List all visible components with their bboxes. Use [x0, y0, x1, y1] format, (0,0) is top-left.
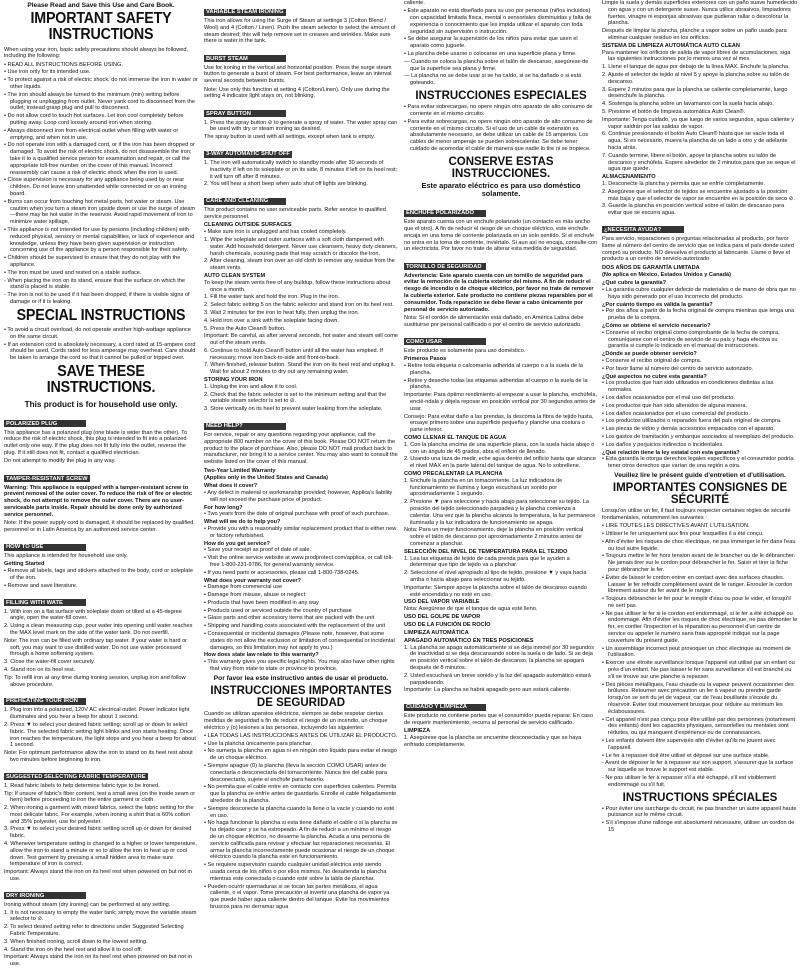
list-item: Tip: To refill iron at any time during ironing session, unplug iron and follow above procedure.	[4, 674, 186, 688]
list-item: • Pueden ocurrir quemaduras si se tocan las partes metálicas, el agua caliente, o el vapor. Tome precaución al invertir una plancha de vapor ya que puede haber agua caliente dentro del tanque. Evite los movimientos bruscos para no derramar agua	[204, 883, 390, 910]
help-answer: • Provide you with a reasonably similar replacement product that is either new or factory refurbished.	[204, 525, 397, 539]
column-english-usage	[204, 0, 399, 910]
list-item: • LEA TODAS LAS INSTRUCCIONES ANTES DE UTILIZAR EL PRODUCTO.	[204, 732, 398, 739]
list-item: Ironing without steam (dry ironing) can be performed at any setting.	[4, 901, 171, 908]
list-item: Para mantener los orificios de salida de vapor libres de acumulaciones, siga las siguientes instrucciones por lo menos una vez al mes.	[602, 49, 791, 63]
cubre-question: ¿Qué cubre la garantía?	[602, 280, 667, 287]
list-item: • Les enfants doivent être supervisés afin d'éviter qu'ils ne jouent avec l'appareil.	[602, 738, 776, 751]
llenar-list	[404, 442, 598, 470]
list-item: - Avant de déposer le fer à repasser sur son support, s'assurer que la surface sur laquelle se trouve le support est stable.	[602, 760, 794, 774]
list-item: • Los productos utilizados o reparados fuera del país original de compra.	[602, 418, 782, 425]
ayuda-text: Para servicio, reparaciones o preguntas relacionadas al producto, por favor llame al número del centro de servicio que se indica para el país donde usted compró su producto. NO devuelva el producto al fabricante. Llame o lleve el producto a un centro de servicio autorizado.	[602, 235, 794, 263]
french-bullets	[602, 523, 798, 788]
polarized-text-2: Do not attempt to modify the plug in any way.	[4, 458, 116, 465]
seleccion-list	[404, 556, 598, 599]
list-item: • Do not operate iron with a damaged cord, or if the iron has been dropped or damaged. To avoid the risk of electric shock, do not disassemble the iron; take it to a qualified service person for examination and repair, or call the appropriate toll-free number on the cover of this manual. Incorrect reassembly can cause a risk of electric shock when the iron is used.	[4, 142, 195, 176]
sistema-header: SISTEMA DE LIMPIEZA AUTOMÁTICA AUTO CLEAN	[602, 42, 740, 49]
almacen-header: ALMACENAMIENTO	[602, 174, 656, 181]
list-item: Note: For optimum performance allow the iron to stand on its heel rest about two minutes before beginning to iron.	[4, 750, 193, 763]
list-item: 1. It is not necessary to empty the water tank; simply move the variable steam selector to ⊘.	[4, 909, 197, 923]
list-item: • Close supervision is necessary for any appliance being used by or near children. Do not leave iron unattended while connected or on an ironing board.	[4, 177, 187, 197]
list-item: • S'il s'impose d'une rallonge est absolument nécessaire, utiliser un cordon de 15	[602, 820, 795, 834]
burst-header: BURST STEAM	[204, 55, 286, 62]
list-item: • Exercer une étroite surveillance lorsque l'appareil est utilisé par un enfant ou près d'un enfant. Ne pas laisser le fer sans surveillance s'il est branché ou s'il se trouve sur une planche à repasser.	[602, 660, 795, 680]
list-item: Important: Be careful, as after several seconds, hot water and steam will come out of the steam vents.	[204, 333, 399, 347]
vapor-variable-header: USO DEL VAPOR VARIABLE	[404, 599, 480, 606]
plug-text: Este aparato cuenta con un enchufe polarizado (un contacto es más ancho que el otro). A fin de reducir el riesgo de un choque eléctrico, este enchufe encaja en una toma de corriente polarizada en un solo sentido. Si el enchufe no entra en la toma de corriente, inviértalo. Si aun así no encaja, consulte con un electricista. Por favor no trate de alterar esta medida de seguridad.	[404, 219, 598, 253]
cover-answer: • Any defect in material or workmanship provided; however, Applica's liability will not exceed the purchase price of product.	[204, 489, 393, 503]
spanish-safety-title: INSTRUCCIONES IMPORTANTES DE SEGURIDAD	[210, 684, 392, 709]
spanish-bullets	[204, 733, 398, 911]
list-item: Importante: La plancha se habrá apagado pero aun estará caliente.	[404, 687, 571, 694]
list-item: 6. Continue to hold Auto Clean® button until all the water has emptied. If necessary, move iron back-to-side and front-to-back.	[204, 347, 383, 361]
care-header: CARE AND CLEANING	[204, 198, 286, 205]
variable-steam-text: This iron allows for using the Surge of Steam at settings 3 (Cotton Blend / Wool) and 4 (Cotton / Linen). Push the steam selector to select the amount of steam desired; this will help remove set in creases and wrinkles. Make sure there is water in the tank.	[204, 18, 396, 45]
list-item: 2. Using a clean measuring cup, pour water into opening until water reaches the MAX level mark on the side of the water tank. Do not overfill.	[4, 623, 193, 636]
read-save-note: Please Read and Save this Use and Care Book.	[27, 2, 175, 9]
spanish-special-title: INSTRUCCIONES ESPECIALES	[415, 90, 587, 103]
list-item: - The iron is not to be used if it has been dropped, if there is visible signs of damage or if it is leaking.	[4, 292, 190, 305]
list-item: 2. Ajuste el selector de tejido al nivel 5 y apoye la plancha sobre su talón de descanso.	[602, 71, 790, 85]
limpieza-header: LIMPIEZA	[404, 728, 431, 735]
list-item: • Los daños ocasionados por el mal uso del producto.	[602, 394, 735, 401]
list-item: 2. Select fabric setting 5 on the fabric selector and stand iron on its heel rest.	[204, 302, 394, 309]
list-item: • Ne pas utiliser le fer si le cordon est endommagé, si le fer a été échappé ou endommagé. Afin d'éviter les risques de choc électrique, ne pas démonter le fer, en confier l'inspection et la réparation au personnel d'un centre de service ou appeler le numéro sans frais approprié indiqué sur la page couverture du présent guide.	[602, 610, 798, 644]
list-item: 6. Continue presionando el botón Auto Clean® hasta que se vacíe toda el agua. Si es necesario, mueva la plancha de un lado a otro y de adelante hacia atrás.	[602, 131, 788, 151]
list-item: 1. Wipe the soleplate and outer surfaces with a soft cloth dampened with water. Add household detergent. Never use cleansers, heavy duty cleaners, harsh chemicals, scouring pads that may scratch or discolor the iron.	[204, 236, 398, 257]
list-item: 1. Llene el tanque de agua por debajo de la línea MAX. Enchufe la plancha.	[602, 64, 790, 71]
rocio-header: USO DE LA FUNCIÓN DE ROCÍO	[404, 622, 491, 629]
list-item: • Los daños y perjuicios indirectos o incidentales.	[602, 441, 724, 448]
need-help-text: For service, repair or any questions regarding your appliance, call the appropriate 800 number on the cover of this book. Please DO NOT return the product to the place of purchase. Also, please DO NOT mail product back to manufacturer, nor bring it to a service center. You may also want to consult the website listed on the cover of this manual.	[204, 432, 398, 466]
list-item: 2. Check that the fabric selector is set to the minimum setting and that the variable steam selector is set to ⊘.	[204, 391, 387, 405]
golpe-vapor-header: USO DEL GOLPE DE VAPOR	[404, 614, 481, 621]
list-item: • Toujours débrancher le fer pour le remplir d'eau ou pour le vider, et lorsqu'il ne sert pas.	[602, 596, 791, 609]
polarized-text: This appliance has a polarized plug (one blade is wider than the other). To reduce the risk of electric shock, this plug is intended to fit into a polarized outlet only one way. If the plug does not fit fully into the outlet, reverse the plug. If it still does not fit, contact a qualified electrician.	[4, 429, 188, 456]
list-item: 3. Wait 2 minutes for the iron to heat fully, then unplug the iron.	[204, 309, 360, 316]
cuanto-answer: • Por dos años a partir de la fecha original de compra mientras que tenga una prueba de la compra.	[602, 308, 795, 322]
list-item: 3. Guarde la plancha en posición vertical sobre el talón de descanso para evitar que se escurra agua.	[602, 203, 785, 217]
french-special-list	[602, 806, 798, 834]
list-item: 2. To select desired setting refer to directions under Suggested Selecting Fabric Temperature.	[4, 924, 184, 938]
spanish-special-list	[404, 104, 598, 153]
not-cover-list	[204, 584, 398, 651]
save-title: SAVE THESE INSTRUCTIONS.	[46, 362, 156, 397]
como-usar-text: Este producto es solamente para uso doméstico.	[404, 347, 526, 354]
storing-list	[204, 384, 398, 413]
llenar-header: COMO LLENAR EL TANQUE DE AGUA	[404, 435, 507, 442]
list-item: Importante: Siempre apoye la plancha sobre el talón de descanso cuando esté encendida y no esté en uso.	[404, 584, 587, 598]
auto-clean-list	[204, 280, 398, 376]
list-item: 1. Plug iron into a polarized, 120V AC electrical outlet. Power indicator light illuminates and you hear a beep for about 1 second.	[4, 707, 190, 721]
precalentar-list	[404, 478, 598, 548]
list-item: • Afin d'éviter les risques de choc électrique, ne pas immerger le fer dans l'eau ou tout autre liquide.	[602, 538, 796, 552]
help-question: What will we do to help you?	[204, 519, 281, 526]
almacen-list	[602, 181, 798, 217]
list-item: 2. Usted escuchará un breve sonido y la luz del apagado automático estará parpadeando.	[404, 672, 591, 686]
list-item: 3. Store vertically on its heel to prevent water leaking from the soleplate.	[204, 406, 383, 413]
list-item: Limpie la suela y demás superficies exteriores con un paño suave humedecido con agua y con un detergente suave. Nunca utilice abrasivos, limpiadores fuertes, vinagre ni esponjas abrasivas que pudieran rallar o descolorar la plancha.	[602, 0, 798, 27]
column-english-safety	[4, 0, 198, 968]
list-item: • LIRE TOUTES LES DIRECTIVES AVANT L'UTILISATION.	[602, 523, 750, 530]
screw-header: TORNILLO DE SEGURIDAD	[404, 263, 486, 270]
list-item: 3. Close the water-fill cover securely.	[4, 659, 95, 666]
list-item: • Use la plancha únicamente para planchar.	[204, 740, 312, 747]
screw-text: Advertencia: Este aparato cuenta con un tornillo de seguridad para evitar la remoción de la cubierta exterior del mismo. A fin de reducir el riesgo de incendio o de choque eléctrico, por favor no trate de remover la cubierta exterior. Este producto no contiene piezas reparables por el consumidor. Toda reparación se debe llevar a cabo únicamente por personal de servicio autorizado.	[404, 272, 594, 313]
polarized-header: POLARIZED PLUG	[4, 420, 86, 427]
spray-list	[204, 120, 398, 141]
cover-question: What does it cover?	[204, 483, 258, 490]
spanish-household-note: Este aparato eléctrico es para uso doméstico solamente.	[421, 180, 581, 198]
care-text: This product contains no user serviceable parts. Refer service to qualified service personnel.	[204, 207, 386, 221]
auto-off-header: 3-WAY AUTOMATIC SHUT OFF	[206, 151, 290, 158]
list-item: Important: Always stand the iron on its heel rest when powered on but not in use.	[4, 869, 192, 883]
cubre-answer: • La garantía cubre cualquier defecto de materiales o de mano de obra que no haya sido generado por el uso incorrecto del producto.	[602, 286, 796, 300]
list-item: • Damage from commercial use	[204, 584, 283, 591]
list-item: 2. You will hear a short beep when auto shut off lights are blinking.	[204, 181, 368, 188]
list-item: • Always disconnect iron from electrical outlet when filling with water or emptying, and when not in use.	[4, 127, 179, 141]
list-item: • Remove and save literature.	[4, 582, 78, 589]
list-item: • Los productos que han sido alterados de alguna manera.	[602, 402, 748, 409]
special-bullets	[4, 327, 198, 362]
donde-question: ¿Dónde se puede obtener servicio?	[602, 351, 697, 358]
state-law-question: How does state law relate to this warranty?	[204, 652, 319, 659]
list-item: • Products used or serviced outside the country of purchase	[204, 607, 352, 614]
howto-header: HOW TO USE	[4, 544, 86, 551]
list-item: • The iron must be used and rested on a stable surface.	[4, 269, 142, 276]
list-item: • Children should be supervised to ensure that they do not play with the appliance.	[4, 255, 181, 268]
warranty-header: Two-Year Limited Warranty	[204, 467, 276, 474]
precalentar-header: COMO PRECALENTAR LA PLANCHA	[404, 471, 503, 478]
list-item: • Consequential or incidental damages (Please note, however, that some states do not allow the exclusion or limitation of consequential or incidental damages, so this limitation may not apply to you.)	[204, 631, 395, 651]
list-item: • Este aparato no está diseñado para su uso por personas (niños incluidos) con capacidad limitada física, mental o sensoriales disminuidas y falta de experiencia o conocimiento que les impida utilizar el aparato con toda seguridad sin supervisión o instrucción.	[404, 8, 592, 35]
list-item: • Retire toda etiqueta o calcomanía adherida al cuerpo o a la suela de la plancha.	[404, 363, 583, 376]
list-item: • Pour éviter une surcharge du circuit, ne pas brancher un autre appareil haute puissance sur le même circuit.	[602, 805, 797, 819]
list-item: • No permita que el cable entre en contacto con superficies calientes. Permita que la plancha se enfríe antes de guardarla. Enrolle el cable holgadamente alrededor de la plancha.	[204, 784, 397, 805]
spanish-intro: Cuando se utilizan aparatos eléctricos, siempre se debe respetar ciertas medidas de seguridad a fin de reducir el riesgo de un incendio, un choque eléctrico y (o) lesiones a las personas, incluyendo las siguientes:	[204, 710, 388, 731]
list-item: Importante: Tenga cuidado, ya que luego de varios segundos, agua caliente y vapor saldrán por las salidas de vapor.	[602, 116, 795, 130]
como-question: ¿Cómo se obtiene el servicio necesario?	[602, 322, 711, 329]
list-item: Tip: If unsure of fabric's fiber content, test a small area (on the inside seam or hem) before proceeding to iron the entire garment or cloth.	[4, 790, 196, 804]
plug-header: ENCHUFE POLARIZADO	[404, 210, 486, 217]
column-spanish-french	[602, 0, 798, 834]
list-item: 1. Unplug the iron and allow it to cool.	[204, 383, 298, 390]
clean-outside-list	[204, 229, 398, 272]
list-item: • Siempre apague (0) la plancha (lleva la sección COMO USAR) antes de conectarla o desconectarla del tomacorriente. Nunca tire del cable para desconectarlo, sujete el enchufe para hacerlo.	[204, 763, 387, 783]
list-item: • This appliance is not intended for use by persons (including children) with reduced physical, sensory or mental capabilities, or lack of experience and knowledge, unless they have been given supervision or instruction concerning use of the appliance by a person responsible for their safety.	[4, 226, 195, 254]
list-item: 1. Enchufe la plancha en un tomacorriente. La luz indicadora de funcionamiento se ilumina y luego escuchará un sonido por aproximadamente 1 segundo.	[404, 477, 563, 498]
list-item: • Glass parts and other accessory items that are packed with the unit	[204, 615, 375, 622]
list-item: • The iron should always be turned to the minimum (min) setting before plugging or unplugging from outlet. Never yank cord to disconnect from the outlet; instead grasp plug and pull to disconnect.	[4, 91, 196, 112]
dry-list	[4, 902, 198, 968]
vapor-variable-text: Nota: Asegúrese de que el tanque de agua esté lleno.	[404, 606, 538, 613]
preheat-list	[4, 707, 198, 763]
list-item: 5. Press the Auto Clean® button.	[204, 325, 286, 332]
list-item: 2. After cleaning, steam iron over an old cloth to remove any residue from the steam vents.	[204, 258, 395, 272]
list-item: — Cuando se coloca la plancha sobre el talón de descanso, asegúrese de que la superficie sea plana y firme.	[404, 58, 589, 72]
list-item: • Los gastos de tramitación y embarque asociados al reemplazo del producto.	[602, 433, 795, 440]
list-item: • Toujours mettre le fer hors tension avant de le brancher ou de le débrancher. Ne jamais tirer sur le cordon pour débrancher le fer. Saisir et tirer la fiche pour débrancher le fer.	[602, 553, 796, 573]
sistema-list	[602, 50, 798, 174]
list-item: 2. Usando una taza de medir, eche agua dentro del orificio hasta que alcance el nivel MAX en la parte lateral del tanque de agua. No lo sobrellene.	[404, 456, 596, 470]
howto-text: This appliance is intended for household use only.	[4, 553, 128, 560]
limpieza-text: 1. Asegúrese que la plancha se encuentre desconectada y que se haya enfriado completamente.	[404, 735, 582, 748]
list-item: • Shipping and handling costs associated with the replacement of the unit	[204, 623, 386, 630]
list-item: 3. Press ▼ to select your desired fabric setting scroll up or down for desired fabric.	[4, 826, 192, 840]
list-item: • Products that have been modified in any way	[204, 599, 319, 606]
list-item: • Se requiere supervisión cuando cualquier unidad eléctrica esté siendo usada cerca de los niños o por ellos mismos. No desatienda la plancha mientras este conectada o cuando esté sobre la tabla de planchar.	[204, 862, 387, 882]
list-item: • READ ALL INSTRUCTIONS BEFORE USING.	[4, 61, 123, 68]
french-read-note: Veuillez lire le présent guide d'entretien et d'utilisation.	[614, 471, 786, 479]
list-item: • Retire y deseche todas las etiquetas adheridas al cuerpo o la suela de la plancha.	[404, 377, 588, 391]
list-item: The spray button is used with all settings, except when tank is empty.	[204, 134, 375, 141]
screw-note: Nota: Si el cordón de alimentación está dañado, en América Latina debe sustituirse por personal calificado o por el centro de servicio autorizado.	[404, 314, 584, 328]
getting-started-list	[4, 568, 198, 589]
not-cover-question: What does your warranty not cover?	[204, 577, 301, 584]
preheat-header: PREHEATING YOUR IRON	[4, 698, 86, 705]
how-long-question: For how long?	[204, 504, 243, 511]
list-item: 7. When finished, release button. Stand the iron on its heel rest and unplug it. Wait for about 2 minutes to dry out any remaining water.	[204, 362, 396, 376]
list-item: • Los productos que han sido utilizados en condiciones distintas a las normales.	[602, 380, 774, 394]
apagado-header: APAGADO AUTOMÁTICO EN TRES POSICIONES	[404, 637, 534, 644]
cuidado-text: Este producto no contiene partes que el consumidor pueda reparar. En caso de requerir mantenimiento, recurra al personal de servicio calificado.	[404, 713, 594, 727]
list-item: 1. With iron on a flat surface with soleplate down or tilted at a 45-degree angle, open the water-fill cover.	[4, 608, 182, 622]
burst-text: Use for ironing in the vertical and horizontal position. Press the surge steam button to generate a burst of steam. For best performance, leave an interval several seconds between bursts.	[204, 64, 392, 85]
list-item: • Do not allow cord to touch hot surfaces. Let iron cool completely before putting away. Loop cord loosely around iron when storing.	[4, 113, 184, 126]
list-item: - When placing the iron on its stand, ensure that the surface on which the stand is placed is stable.	[4, 277, 185, 291]
list-item: 1. Con la plancha encima de una superficie plana, con la suela hacia abajo o con un ángulo de 45 grados, abra el orificio de llenado.	[404, 441, 595, 455]
how-long-answer: • Two years from the date of original purchase with proof of such purchase.	[204, 511, 390, 518]
suggested-list	[4, 783, 198, 883]
auto-off-list	[204, 160, 398, 188]
list-item: • Para evitar sobrecargas, no opere ningún otro aparato de alto consumo de corriente en el mismo circuito.	[404, 104, 593, 117]
garantia-sub: (No aplica en México, Estados Unidos y Canadá)	[602, 272, 731, 279]
list-item: Important: Always stand the iron on its heel rest when powered on but not in use.	[4, 954, 192, 968]
list-item: Note: The iron can be filled with ordinary tap water. If your water is hard or soft, you may want to use distilled water. Do not use water processed through a home softening system.	[4, 637, 188, 658]
list-item: Consejo: Para evitar daño a las prendas, la descoma la fibra de tejido hasta, ensaye primero sobre una superficie pequeña y planche una costura o parte inferior.	[404, 413, 594, 434]
como-usar-header: COMO USAR	[404, 338, 486, 345]
list-item: 2. Presione ▼ para seleccione y hacia abajo para seleccionar su tejido. La posición del tejido seleccionado parpadea y la plancha comienza a calentar. Una vez que la plancha alcanza la temperatura, la luz permanece iluminada y la luz indicadora de funcionamiento se apaga.	[404, 499, 596, 526]
list-item: Importante: Para óptimo rendimiento al empezar a usar la plancha, enchúfela, encié-ndala y déjela reposar en posición vertical por 30 segundos antes de usar.	[404, 392, 598, 412]
list-item: • Se debe asegurar la supervisión de los niños para evitar que usen el aparato como juguete.	[404, 36, 578, 50]
clean-outside-header: CLEANING OUTSIDE SURFACES	[204, 222, 292, 229]
list-item: 1. La plancha se apaga automáticamente si se deja inmóvil por 30 segundos de inactividad si se deja descansando sobre la suela o de lado. Si se deja en posición vertical sobre el talón de descanso, la plancha se apagará después de 8 minutos.	[404, 644, 594, 672]
list-item: 4. Stand iron on its heel rest.	[4, 666, 76, 673]
cuanto-question: ¿Por cuánto tiempo es válida la garantía?	[602, 301, 713, 308]
list-item: 5. Presione el botón de limpieza automática Auto Clean®.	[602, 108, 746, 115]
household-note: This product is for household use only.	[24, 399, 178, 409]
variable-steam-header: VARIABLE STEAM IRONING	[204, 9, 286, 16]
list-item: 1. Lea las etiquetas de tejido de cada prenda para que le ayuden a determinar que tipo de tejido va a planchar.	[404, 555, 570, 569]
list-item: • No haga funcionar la plancha si esta tiene dañado el cable o si la plancha se ha dejado caer y se ha estropeado. A fin de reducir a un mínimo el riesgo de un choque eléctrico, no desarme la plancha. Acuda a una persona de servicio calificada para revisar y efectuar las reparaciones necesarias. El armar la plancha incorrectamente puede ocasionar el riesgo de un choque eléctrico cuando la plancha este en funcionamiento.	[204, 820, 398, 861]
safety-intro: When using your iron, basic safety precautions should always be followed, including the following:	[4, 46, 189, 60]
list-item: • Un assemblage incorrect peut provoquer un choc électrique au moment de l'utilisation.	[602, 645, 791, 659]
list-item: • Utiliser le fer uniquement aux fins pour lesquelles il a été conçu.	[602, 530, 764, 537]
garantia-header: DOS AÑOS DE GARANTÍA LIMITADA	[602, 264, 700, 271]
list-item: 4. Whenever temperature setting is changed to a higher or lower temperature, allow the iron to stand a minute or so to allow the iron to heat up or cool down. Test garment by pressing a small hidden area to make sure temperature of iron is correct.	[4, 841, 197, 868]
list-item: • If you need parts or accessories, please call 1-800-738-0245.	[204, 569, 360, 576]
list-item: 2. Press ▼ to select your desired fabric setting; scroll up or down to select fabric. The selected fabric setting light blinks and iron starts heating. Once iron reaches the temperature, the light stops and you hear a beep for about 1 second.	[4, 721, 196, 749]
continued-text: caliente.	[404, 0, 425, 6]
list-item: 7. Cuando termine, libere el botón, apoye la plancha sobre su talón de descanso y enchúfela. Espere alrededor de 2 minutos para que se seque el agua que quede.	[602, 152, 796, 173]
column-spanish	[404, 0, 598, 748]
need-help-header: NEED HELP?	[204, 423, 286, 430]
list-item: 1. Fill the water tank and hold the iron. Plug in the iron.	[204, 294, 340, 301]
ley-answer: • Esta garantía le otorga derechos legales específicos y el consumidor podría tener otros derechos que varían de una región a otra.	[602, 456, 794, 470]
special-title: SPECIAL INSTRUCTIONS	[16, 306, 186, 324]
list-item: • Use iron only for its intended use.	[4, 69, 91, 76]
state-law-answer: • This warranty gives you specific legal rights. You may also have other rights that vary from state to state or province to province.	[204, 659, 395, 673]
donde-list	[602, 358, 798, 373]
list-item: • Los daños ocasionados por el uso comercial del producto.	[602, 410, 750, 417]
spanish-read-note: Por favor lea este instructivo antes de usar el producto.	[213, 674, 389, 682]
no-cubre-question: ¿Qué aspectos no cubre esta garantía?	[602, 373, 707, 380]
list-item: Después de limpiar la plancha, planche a vapor sobre un paño usado para eliminar cualquier residuo en los orificios.	[602, 28, 787, 41]
safety-title: IMPORTANT SAFETY INSTRUCTIONS	[30, 10, 172, 44]
list-item: 4. Hold iron over a sink with the soleplate facing down.	[204, 317, 339, 324]
list-item: • Las piezas de vidrio y demás accesorios empacados con el aparato.	[602, 426, 775, 433]
list-item: • Conserve el recibo original de compra.	[602, 357, 702, 364]
list-item: • Burns can occur from touching hot metal parts, hot water or steam. Use caution when you turn a steam iron upside down or use the surge of steam—there may be hot water in the reservoir. Avoid rapid movement of iron to minimize water spillage.	[4, 198, 196, 226]
cuidado-header: CUIDADO Y LIMPIEZA	[404, 704, 486, 711]
filling-list	[4, 609, 198, 689]
spanish-bullets-cont	[404, 8, 598, 87]
list-item: • If an extension cord is absolutely necessary, a cord rated at 15-ampere cord should be used. Cords rated for less amperage may overheat. Care should be taken to arrange the cord so that it cannot be pulled or tripped over.	[4, 341, 196, 362]
list-item: • Remove all labels, tags and stickers attached to the body, cord or soleplate of the iron.	[4, 568, 194, 581]
apagado-list	[404, 645, 598, 695]
list-item: - Ne pas utiliser le fer à repasser s'il a été échappé, s'il est visiblement endommagé ou s'il fuit.	[602, 775, 776, 788]
list-item: • Por favor llame al número del centro de servicio autorizado.	[602, 365, 754, 372]
list-item: • Para evitar sobrecargas, no opere ningún otro aparato de alto consumo de corriente en el mismo circuito. Si el uso de un cable de extensión es absolutamente necesario, se debe utilizar un cable de 15 amperios. Los cables de menor amperaje se pueden sobrecalentar. Se debe tener cuidado de acomodar el cable de manera que nadie lo tire ni se tropiece.	[404, 118, 593, 152]
spray-header: SPRAY BUTTON	[204, 110, 286, 117]
list-item: • Damage from misuse, abuse or neglect	[204, 592, 306, 599]
french-intro: Lorsqu'on utilise un fer, il faut toujours respecter certaines règles de sécurité fondamentales, notamment les suivantes :	[602, 508, 791, 521]
list-item: 1. Read fabric labels to help determine fabric type to be ironed.	[4, 782, 160, 789]
list-item: Nota: Para un mejor funcionamiento, deje la plancha en posición vertical sobre el talón de descanso por aproximadamente 2 minutos antes de comenzar a planchar.	[404, 527, 584, 547]
list-item: To keep the steam vents free of any buildup, follow these instructions about once a month.	[204, 279, 391, 293]
safety-bullets	[4, 62, 198, 306]
suggested-header: SUGGESTED SELECTING FABRIC TEMPERATURE	[6, 773, 146, 780]
french-special-title: INSTRUCTIONS SPÉCIALES	[622, 791, 778, 804]
no-cubre-list	[602, 380, 798, 448]
tamper-note: Note: If the power supply cord is damaged, it should be replaced by qualified personnel or in Latin America by an authorized service center.	[4, 519, 194, 533]
list-item: 1. Press the spray button ⊘ to generate a spray of water. The water spray can be used with dry or steam ironing as desired.	[204, 119, 398, 133]
getting-started: Getting Started	[4, 561, 45, 568]
filling-header: FILLING WITH WATE	[4, 599, 86, 606]
list-item: • La plancha debe usarse o colocarse en una superficie plana y firme.	[404, 51, 577, 58]
list-item: • Siempre desconecte la plancha cuando la llene o la vacíe y cuando no esté en uso.	[204, 805, 395, 819]
primeros-list	[404, 363, 598, 434]
list-item: 1. Desconecte la plancha y permita que se enfríe completamente.	[602, 180, 765, 187]
tamper-header: TAMPER-RESISTANT SCREW	[6, 475, 88, 482]
service-question: How do you get service?	[204, 540, 270, 547]
como-answer: • Conserve el recibo original como comprobante de la fecha de compra, comuníquese con el centro de servicio de su país y haga efectiva su garantía si cumple lo indicado en el manual de instrucciones.	[602, 329, 780, 350]
seleccion-header: SELECCIÓN DEL NIVEL DE TEMPERATURA PARA EL TEJIDO	[404, 548, 568, 555]
storing-header: STORING YOUR IRON	[204, 377, 263, 384]
list-item: • Visit the online service website at www.prodprotect.com/applica, or call toll-free 1-800-231-9786, for general warranty service.	[204, 555, 394, 568]
service-list	[204, 547, 398, 576]
limpieza-auto-header: LIMPIEZA AUTOMÁTICA	[404, 630, 469, 637]
auto-clean-header: AUTO CLEAN SYSTEM	[204, 272, 266, 279]
list-item: • To avoid a circuit overload, do not operate another high-wattage appliance on the same circuit.	[4, 326, 191, 340]
list-item: 4. Stand the iron on the heel rest and allow it to cool off.	[4, 946, 142, 953]
primeros-pasos: Primeros Pasos	[404, 356, 447, 363]
warranty-sub: (Applies only in the United States and Canada)	[204, 475, 329, 482]
list-item: • Cet appareil n'est pas conçu pour être utilisé par des personnes (notamment des enfants) dont les capacités physiques, sensorielles ou mentales sont réduites, ou qui manquent d'expérience ou de connaissances.	[602, 716, 796, 737]
list-item: 4. Sostenga la plancha sobre un lavamanos con la suela hacia abajo.	[602, 101, 774, 108]
list-item: • Éviter de laisser le cordon entrer en contact avec des surfaces chaudes. Laisser le fer refroidir complètement avant de le ranger. Enrouler le cordon librement autour du fer avant de le ranger.	[602, 574, 793, 595]
ley-question: ¿Qué relación tiene la ley estatal con esta garantía?	[602, 449, 740, 456]
dry-header: DRY IRONING	[4, 892, 86, 899]
spanish-keep-title: CONSERVE ESTAS INSTRUCCIONES.	[448, 155, 554, 180]
list-item: 3. Espere 2 minutos para que la plancha se caliente completamente, luego desenchufe la plancha.	[602, 86, 788, 100]
list-item: • No sumerja la plancha en agua ni en ningún otro líquido para evitar el riesgo de un choque eléctrico.	[204, 748, 397, 762]
cleaning-cont	[602, 0, 798, 42]
list-item: • Save your receipt as proof of date of sale.	[204, 547, 312, 554]
list-item: • To protect against a risk of electric shock, do not immerse the iron in water or other liquids.	[4, 77, 198, 91]
ayuda-header: ¿NECESITA AYUDA?	[602, 226, 684, 233]
list-item: • Des pièces métalliques, l'eau chaude ou la vapeur peuvent occasionner des brûlures. Retourner avec précaution un fer à vapeur ou prendre garde lorsqu'on se sert du jet de vapeur, car de l'eau bouillante s'écoule du réservoir. Éviter tout mouvement brusque pour réduire au minimum les éclaboussures.	[602, 681, 794, 715]
list-item: 2. Seleccione el nivel apropiado al tipo de tejido, presione ▼ y vaya hacia arriba o hacia abajo para seleccionar su tejido.	[404, 570, 587, 583]
list-item: • Le fer à repasser doit être utilisé et déposé sur une surface stable.	[602, 752, 770, 759]
list-item: 2. Asegúrese que el selector de tejidos se encuentre ajustado a la posición más baja y que el selector de vapor se encuentre en la posición de seco ⊘.	[602, 188, 795, 202]
list-item: 3. When finished ironing, scroll down to the lowest setting.	[4, 938, 148, 945]
list-item: 2. When ironing a garment with mixed fabrics, select the fabric setting for the most delicate fabric. For example, when ironing a shirt that is 60% cotton and 35% polyester, use for polyester.	[4, 805, 194, 825]
list-item: 1. The iron will automatically switch to standby mode after 30 seconds of inactivity if left on its soleplate or on its side, 8 minutes if left on its heel rest; it will turn off after 8 minutes.	[204, 160, 398, 180]
tamper-text: Warning: This appliance is equipped with a tamper-resistant screw to prevent removal of the outer cover. To reduce the risk of fire or electric shock, do not attempt to remove the outer cover. There are no user-serviceable parts inside. Repair should be done only by authorized service personnel.	[4, 484, 192, 518]
list-item: — La plancha no se debe usar si se ha caído, si se ha dañado o si está goteando.	[404, 73, 582, 87]
burst-note: Note: Use only this function at setting 4 (Cotton/Linen). Only use during the setting 4 indicator light stays on, not blinking.	[204, 86, 390, 100]
french-safety-title: IMPORTANTES CONSIGNES DE SÉCURITÉ	[612, 481, 788, 506]
list-item: • Make sure iron is unplugged and has cooled completely.	[204, 229, 347, 236]
